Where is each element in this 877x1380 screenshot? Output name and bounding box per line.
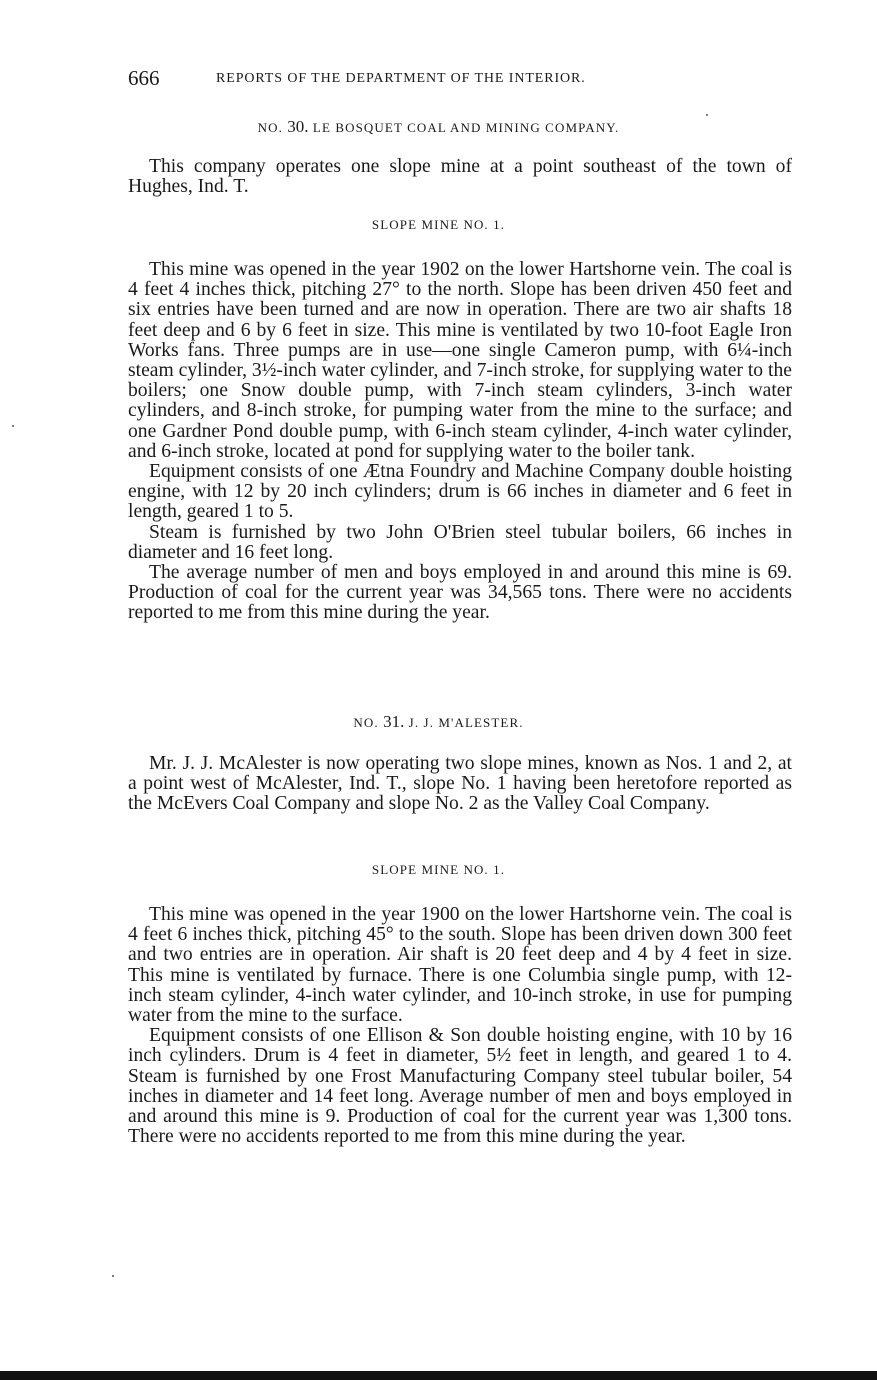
section-heading-prefix: NO. (257, 120, 283, 135)
body-paragraph: The average number of men and boys employed in and around this mine is 69. Production of coal for the current year was 34,565 tons. There were no accidents reported to me from this mine during the year. (128, 562, 792, 624)
intro-paragraph: Mr. J. J. McAlester is now operating two slope mines, known as Nos. 1 and 2, at a point west of McAlester, Ind. T., slope No. 1 having been heretofore reported as the McEvers Coal Company and slope No. 2 as the Valley Coal Company. (128, 753, 792, 815)
section-31-intro (128, 754, 792, 815)
body-paragraph: Equipment consists of one Ellison & Son double hoisting engine, with 10 by 16 inch cylinders. Drum is 4 feet in diameter, 5½ feet in length, and geared 1 to 4. Steam is furnished by one Frost Manufacturing Company steel tubular boiler, 54 inches in diameter and 14 feet long. Average number of men and boys employed in and around this mine is 9. Production of coal for the current year was 1,300 tons. There were no accidents reported to me from this mine during the year. (128, 1025, 792, 1148)
scan-speck (112, 1275, 114, 1277)
section-heading-number: 30. (287, 117, 309, 136)
section-heading-number: 31. (383, 712, 405, 731)
section-30-body (128, 260, 792, 624)
section-30-heading (0, 117, 877, 137)
page-number: 666 (128, 66, 160, 90)
body-paragraph: Equipment consists of one Ætna Foundry and Machine Company double hoisting engine, with 12 by 20 inch cylinders; drum is 66 inches in diameter and 6 feet in length, geared 1 to 5. (128, 461, 792, 523)
body-paragraph: Steam is furnished by two John O'Brien steel tubular boilers, 66 inches in diameter and 16 feet long. (128, 521, 792, 563)
section-heading-title: LE BOSQUET COAL AND MINING COMPANY. (312, 120, 620, 135)
section-heading-prefix: NO. (353, 715, 379, 730)
running-head (128, 66, 768, 94)
body-paragraph: This mine was opened in the year 1900 on the lower Hartshorne vein. The coal is 4 feet 6 inches thick, pitching 45° to the south. Slope has been driven down 300 feet and two entries are in operation. Air shaft is 20 feet deep and 4 by 4 feet in size. This mine is ventilated by furnace. There is one Columbia single pump, with 12-inch steam cylinder, 4-inch water cylinder, and 10-inch stroke, in use for pumping water from the mine to the surface. (128, 904, 792, 1027)
scan-speck (706, 114, 708, 116)
scan-edge-border (0, 1371, 877, 1380)
scan-speck (12, 425, 14, 427)
body-paragraph: This mine was opened in the year 1902 on the lower Hartshorne vein. The coal is 4 feet 4 inches thick, pitching 27° to the north. Slope has been driven 450 feet and six entries have been turned and are now in operation. There are two air shafts 18 feet deep and 6 by 6 feet in size. This mine is ventilated by two 10-foot Eagle Iron Works fans. Three pumps are in use—one single Cameron pump, with 6¼-inch steam cylinder, 3½-inch water cylinder, and 7-inch stroke, for supplying water to the boilers; one Snow double pump, with 7-inch steam cylinders, 3-inch water cylinders, and 8-inch stroke, for pumping water from the mine to the surface; and one Gardner Pond double pump, with 6-inch steam cylinder, 4-inch water cylinder, and 6-inch stroke, located at pond for supplying water to the boiler tank. (128, 259, 792, 462)
section-heading-title: J. J. M'ALESTER. (408, 715, 524, 730)
section-31-heading (0, 712, 877, 732)
intro-paragraph: This company operates one slope mine at a point southeast of the town of Hughes, Ind. T. (128, 156, 792, 198)
section-30-intro (128, 157, 792, 197)
section-30-subheading: SLOPE MINE NO. 1. (371, 217, 506, 232)
section-31-body (128, 905, 792, 1147)
running-title: REPORTS OF THE DEPARTMENT OF THE INTERIOR. (216, 71, 586, 86)
section-31-subheading: SLOPE MINE NO. 1. (371, 862, 506, 877)
